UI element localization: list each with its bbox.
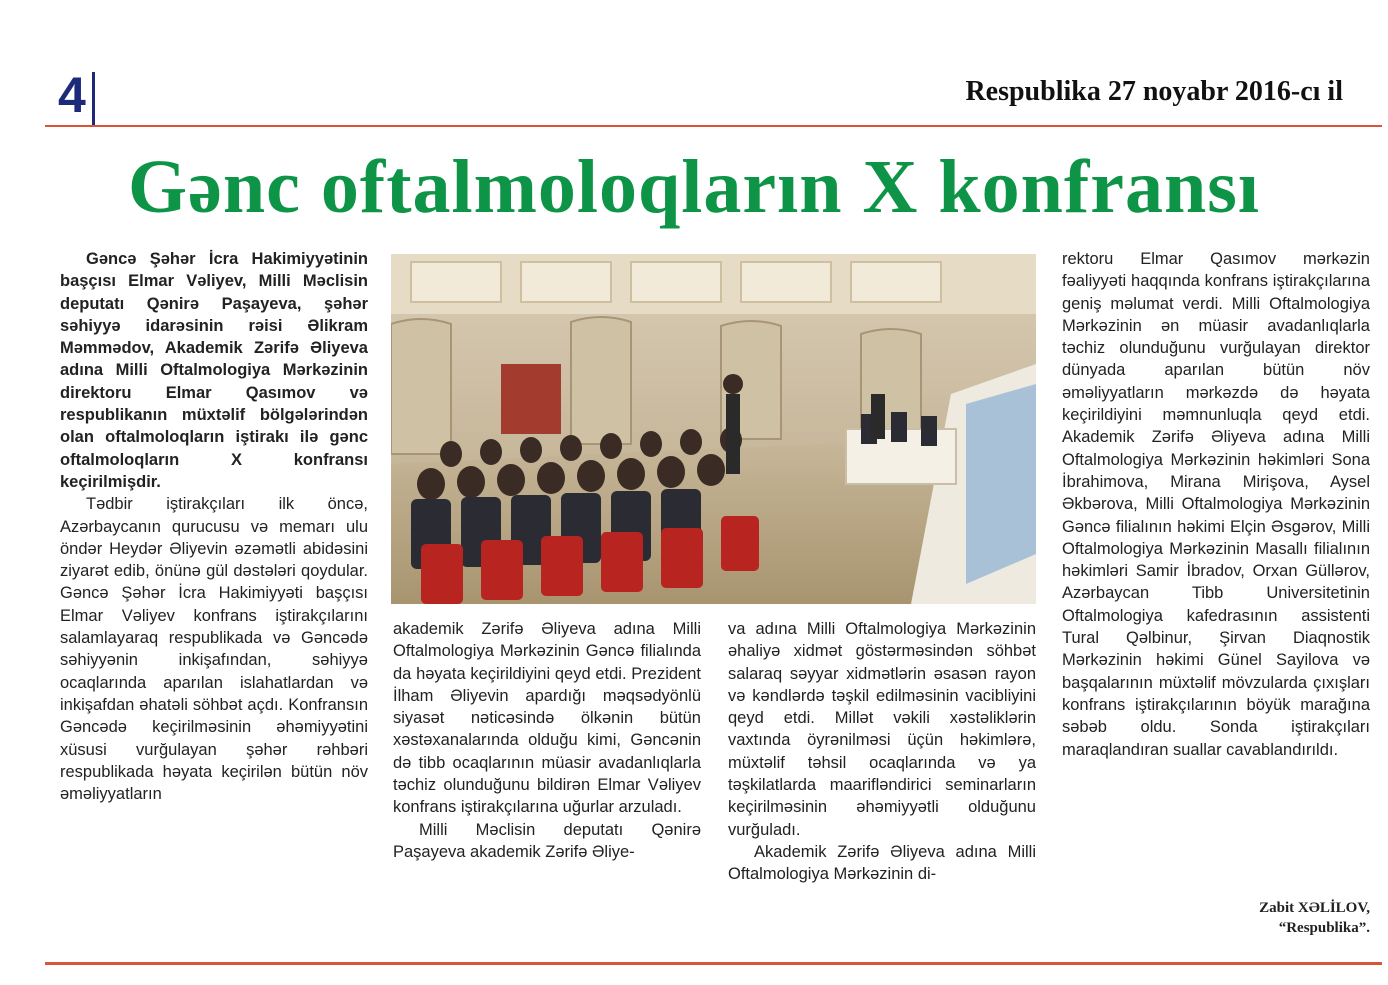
article-column-3	[728, 618, 1036, 886]
paragraph: Milli Məclisin deputatı Qənirə Paşayeva akademik Zərifə Əliye-	[393, 820, 701, 861]
newspaper-name: “Respublika”.	[1278, 920, 1370, 936]
paragraph: va adına Milli Oftalmologiya Mərkəzinin əhaliyə xidmət göstərməsindən söhbət salaraq səyyar xidmətlərin əsasən rayon və kəndlərdə təşkil edilməsinin vacibliyini qeyd etdi. Millət vəkili xəstəliklərin vaxtında öyrənilməsi üçün həkimlərə, müxtəlif təhsil ocaqlarında və ya təşkilatlarda maarifləndirici seminarların keçirilməsinin əhəmiyyətli olduğunu vurğuladı.	[728, 620, 1036, 839]
paragraph: Tədbir iştirakçıları ilk öncə, Azərbaycanın qurucusu və memarı ulu öndər Heydər Əliyevin əzəmətli abidəsini ziyarət edib, önünə gül dəstələri qoydular. Gəncə Şəhər İcra Hakimiyyəti başçısı Elmar Vəliyev konfrans iştirakçılarını salamlayaraq respublikada və Gəncədə səhiyyənin inkişafından, səhiyyə ocaqlarında aparılan islahatlardan və inkişafdan əhatəli söhbət açdı. Konfransın Gəncədə keçirilməsinin əhəmiyyətini xüsusi vurğulayan şəhər rəhbəri respublikada həyata keçirilən bütün növ əməliyyatların	[60, 495, 368, 804]
page-number-bar	[92, 72, 95, 127]
footer-rule	[45, 962, 1382, 965]
issue-date-line: Respublika 27 noyabr 2016-cı il	[965, 76, 1343, 107]
paragraph: Akademik Zərifə Əliyeva adına Milli Oftalmologiya Mərkəzinin di-	[728, 842, 1036, 884]
paragraph: rektoru Elmar Qasımov mərkəzin fəaliyyəti haqqında konfrans iştirakçılarına geniş məlumat verdi. Milli Oftalmologiya Mərkəzinin ən müasir avadanlıqlarla təchiz olunduğunu vurğulayan direktor dünyada aparılan bütün növ əməliyyatların mərkəzdə də həyata keçirildiyini məmnunluqla qeyd etdi. Akademik Zərifə Əliyeva adına Milli Oftalmologiya Mərkəzinin həkimləri Sona İbrahimova, Mirana Mirişova, Aysel Əkbərova, Milli Oftalmologiya Mərkəzinin Gəncə filialının həkimi Elçin Əsgərov, Milli Oftalmologiya Mərkəzinin Masallı filialının həkimləri Samir İbradov, Orxan Güllərov, Azərbaycan Tibb Universitetinin Oftalmologiya kafedrasının assistenti Tural Qəlbinur, Şirvan Diaqnostik Mərkəzinin həkimi Günel Sayilova və başqalarının müxtəlif mövzularda çıxışları konfrans iştirakçılarının böyük marağına səbəb oldu. Sonda iştirakçıları maraqlandıran suallar cavablandırıldı.	[1062, 250, 1370, 759]
author-name: Zabit XƏLİLOV,	[1259, 900, 1370, 916]
author-signature	[1259, 898, 1370, 938]
article-column-1	[60, 248, 368, 805]
article-headline: Gənc oftalmoloqların X konfransı	[128, 145, 1260, 229]
article-column-2	[393, 618, 701, 863]
paragraph: akademik Zərifə Əliyeva adına Milli Oftalmologiya Mərkəzinin Gəncə filialında da həyata keçirildiyini qeyd etdi. Prezident İlham Əliyevin apardığı məqsədyönlü siyasət nəticəsində ölkənin bütün xəstəxanalarında olduğu kimi, Gəncənin də tibb ocaqlarının müasir avadanlıqlarla təchiz olunduğunu bildirən Elmar Vəliyev konfrans iştirakçılarına uğurlar arzuladı.	[393, 620, 701, 817]
article-column-4	[1062, 248, 1370, 761]
page-number: 4	[58, 67, 86, 123]
header-rule	[45, 125, 1382, 127]
lead-paragraph: Gəncə Şəhər İcra Hakimiyyətinin başçısı Elmar Vəliyev, Milli Məclisin deputatı Qənirə Paşayeva, şəhər səhiyyə idarəsinin rəisi Əlikram Məmmədov, Akademik Zərifə Əliyeva adına Milli Oftalmologiya Mərkəzinin direktoru Elmar Qasımov və respublikanın müxtəlif bölgələrindən olan oftalmoloqların iştirakı ilə gənc oftalmoloqların X konfransı keçirilmişdir.	[60, 250, 368, 491]
conference-photo	[391, 254, 1036, 604]
